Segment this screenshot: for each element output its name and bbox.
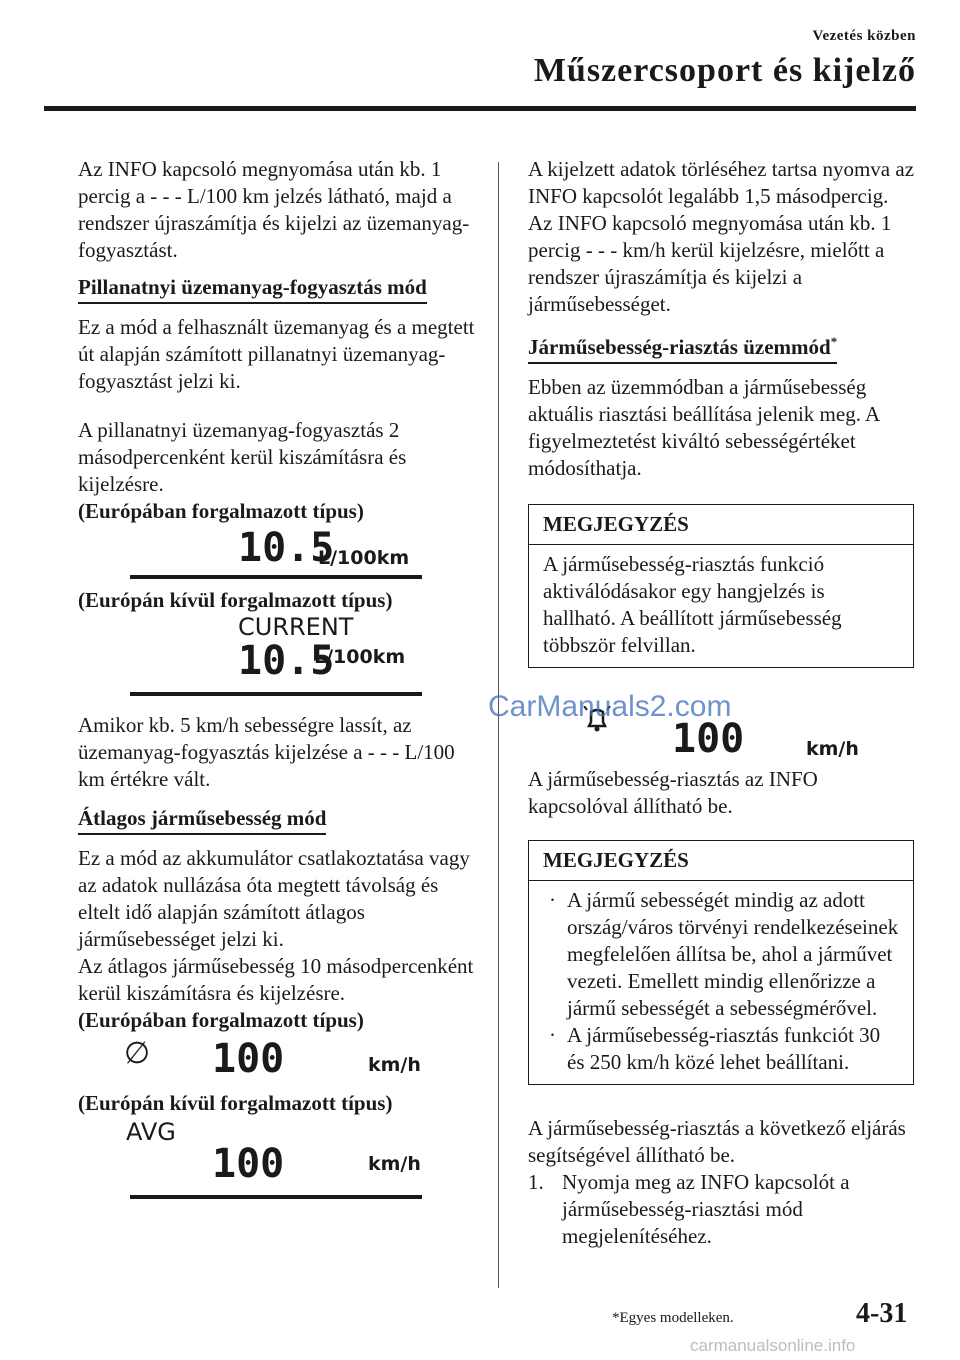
note-list-item — [543, 887, 899, 1022]
display-value: 10.5 — [238, 525, 335, 571]
note-list-text: A járműsebesség-riasztás funkciót 30 és 250 km/h közé lehet beállítani. — [567, 1023, 881, 1074]
paragraph: Ez a mód a felhasznált üzemanyag és a megtett út alapján számított pillanatnyi üzemanyag-fogyasztást jelzi ki. — [78, 315, 475, 393]
display-fuel-noneu — [78, 614, 476, 698]
watermark: CarManuals2.com — [488, 690, 732, 723]
display-label: CURRENT — [238, 613, 354, 641]
note-body — [529, 881, 913, 1084]
region-label: (Európán kívül forgalmazott típus) — [78, 1091, 393, 1115]
region-label: (Európán kívül forgalmazott típus) — [78, 588, 393, 612]
paragraph: A pillanatnyi üzemanyag-fogyasztás 2 másodpercenként kerül kiszámításra és kijelzésre. — [78, 418, 407, 496]
page-number: 4-31 — [856, 1298, 908, 1329]
asterisk: * — [830, 334, 838, 349]
paragraph: Az átlagos járműsebesség 10 másodpercenként kerül kiszámításra és kijelzésre. — [78, 954, 474, 1005]
section-label: Vezetés közben — [812, 28, 916, 44]
step-item — [528, 1169, 914, 1250]
display-unit: km/h — [368, 1153, 421, 1175]
section-heading: Átlagos járműsebesség mód — [78, 805, 326, 835]
watermark: carmanualsonline.info — [690, 1336, 856, 1355]
display-speed-noneu — [78, 1117, 476, 1201]
bullet-icon: · — [549, 888, 556, 912]
footnote: *Egyes modelleken. — [612, 1310, 734, 1326]
display-value: 100 — [672, 716, 745, 762]
note-box — [528, 840, 914, 1085]
note-box — [528, 504, 914, 668]
paragraph: Ez a mód az akkumulátor csatlakoztatása vagy az adatok nullázása óta megtett távolság és eltelt idő alapján számított átlagos járműsebességet jelzi ki. — [78, 846, 470, 951]
note-body: A járműsebesség-riasztás funkció aktiválódásakor egy hangjelzés is hallható. A beállított járműsebesség többször felvillan. — [543, 552, 842, 657]
paragraph: A járműsebesség-riasztás az INFO kapcsolóval állítható be. — [528, 767, 818, 818]
display-unit: km/h — [368, 1054, 421, 1076]
section-heading: Pillanatnyi üzemanyag-fogyasztás mód — [78, 274, 427, 304]
page-title: Műszercsoport és kijelző — [533, 52, 916, 89]
display-baseline — [130, 575, 422, 579]
paragraph: Az INFO kapcsoló megnyomása után kb. 1 percig a - - - L/100 km jelzés látható, majd a rendszer újraszámítja és kijelzi az üzemanyag-fogyasztást. — [78, 157, 470, 262]
paragraph: Amikor kb. 5 km/h sebességre lassít, az üzemanyag-fogyasztás kijelzése a - - - L/100 km értékre vált. — [78, 713, 455, 791]
left-column — [78, 156, 476, 1201]
display-baseline — [130, 1195, 422, 1199]
note-list-item — [543, 1022, 899, 1076]
display-value: 100 — [212, 1036, 285, 1082]
display-unit: L/100km — [318, 547, 410, 569]
region-label: (Európában forgalmazott típus) — [78, 1008, 364, 1032]
note-list-text: A jármű sebességét mindig az adott ország/város törvényi rendelkezéseinek megfelelően állítsa be, ahol a járművet vezeti. Emellett mindig ellenőrizze a jármű sebességét a sebességmérővel. — [567, 888, 899, 1020]
bullet-icon: · — [549, 1023, 556, 1047]
paragraph: Ebben az üzemmódban a járműsebesség aktuális riasztási beállítása jelenik meg. A figyelmeztetést kiváltó sebességértéket módosíthatja. — [528, 375, 880, 480]
display-baseline — [130, 692, 422, 696]
display-value: 100 — [212, 1141, 285, 1187]
step-number: 1. — [528, 1170, 544, 1194]
display-unit: km/h — [806, 738, 859, 760]
paragraph: A járműsebesség-riasztás a következő eljárás segítségével állítható be. — [528, 1116, 906, 1167]
display-label: AVG — [126, 1118, 176, 1146]
section-heading-text: Járműsebesség-riasztás üzemmód — [528, 335, 831, 359]
average-symbol-icon: ∅ — [124, 1036, 151, 1071]
display-value: 10.5 — [238, 638, 335, 684]
header-rule — [44, 106, 916, 111]
section-heading — [528, 328, 837, 364]
display-fuel-eu — [78, 525, 476, 583]
paragraph: A kijelzett adatok törléséhez tartsa nyomva az INFO kapcsolót legalább 1,5 másodpercig. Az INFO kapcsoló megnyomása után kb. 1 percig - - - km/h kerül kijelzésre, mielőtt a rendszer újraszámítja és kijelzi a járműsebességet. — [528, 157, 915, 316]
note-title: MEGJEGYZÉS — [529, 841, 913, 881]
display-unit: L/100km — [314, 646, 406, 668]
display-speed-eu — [78, 1034, 476, 1090]
column-divider — [498, 162, 499, 1288]
step-text: Nyomja meg az INFO kapcsolót a járműsebesség-riasztási mód megjelenítéséhez. — [562, 1170, 850, 1248]
note-title: MEGJEGYZÉS — [529, 505, 913, 545]
region-label: (Európában forgalmazott típus) — [78, 499, 364, 523]
